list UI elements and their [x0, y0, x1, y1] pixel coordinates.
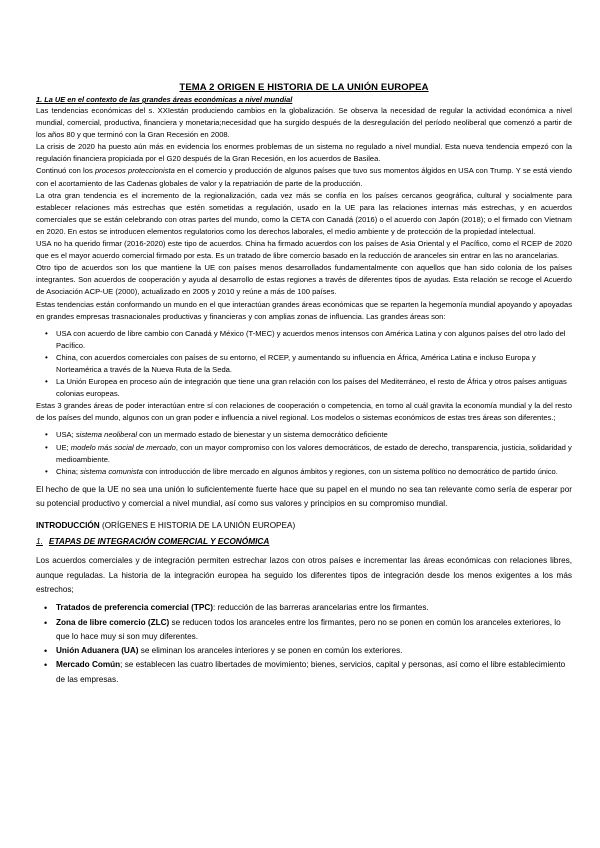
italic-term: procesos proteccionista [94, 166, 175, 176]
bullet-icon: • [45, 328, 48, 338]
bullet-icon: • [44, 603, 48, 614]
paragraph-ue-role: El hecho de que la UE no sea una unión lo suficientemente fuerte hace que su papel en el mundo no sea tan relevante como sería de esperar por su potencial productivo y comercial a nivel mundial, así como sus valores y principios en su compromiso mundial. [36, 484, 572, 509]
bullet-icon: • [44, 660, 48, 671]
list-item-text: La Unión Europea en proceso aún de integración que tiene una gran relación con los países del Mediterráneo, el resto de África y otros países antiguas colonias europeas. [56, 377, 567, 399]
bullet-icon: • [45, 430, 48, 440]
paragraph-protectionism [36, 165, 572, 189]
list-item-text: ; se establecen las cuatro libertades de movimiento; bienes, servicios, capital y personas, así como el libre establecimiento de las empresas. [56, 660, 566, 684]
stage-term: Unión Aduanera (UA) [56, 646, 139, 656]
list-item-text: : reducción de las barreras arancelarias entre los firmantes. [212, 603, 429, 613]
bullet-icon: • [44, 617, 48, 628]
stage-term: Zona de libre comercio (ZLC) [56, 617, 170, 627]
document-page [36, 82, 572, 687]
text-fragment: en el comercio y producción de algunos países que tuvo sus momentos álgidos en USA con Trump. Y se está viendo con el acortamiento de las Cadenas globales de valor y la repatriación de parte de la producción. [36, 166, 572, 188]
intro-bold: INTRODUCCIÓN [36, 521, 100, 531]
paragraph-usa-china: USA no ha querido firmar (2016-2020) este tipo de acuerdos. China ha firmado acuerdos con los países de Asia Oriental y el Pacífico, como el RCEP de 2020 que es el mayor acuerdo comercial firmado por esta. Es un tratado de libre comercio basado en la reducción de aranceles sin entrar en las no arancelarias. [36, 239, 572, 261]
list-item [36, 601, 572, 615]
bullet-icon: • [45, 466, 48, 476]
list-item-text: con un mermado estado de bienestar y un sistema democrático deficiente [137, 430, 388, 440]
list-item-text: se eliminan los aranceles interiores y se ponen en común los exteriores. [138, 646, 403, 656]
list-item [36, 466, 572, 478]
stage-term: Tratados de preferencia comercial (TPC) [56, 603, 213, 613]
list-item-text: se reducen todos los aranceles entre los firmantes, pero no se ponen en común los aranceles exteriores, lo que lo hace muy si son muy diferentes. [56, 617, 561, 641]
model-name: UE; [56, 442, 71, 452]
paragraph-crisis-2020: La crisis de 2020 ha puesto aún más en evidencia los enormes problemas de un sistema no regulado a nivel mundial. Esta nueva tendencia empezó con la regulación financiera propiciada por el G20 después de la Gran Recesión, en los acuerdos de Basilea. [36, 142, 572, 164]
paragraph-three-areas: Estas 3 grandes áreas de poder interactúan entre sí con relaciones de cooperación o competencia, en torno al cuál gravita la economía mundial y la del resto de los países del mundo, algunos con un gran poder e influencia a nivel regional. Los modelos o sistemas económicos de estas tres áreas son diferentes.; [36, 401, 572, 423]
paragraph-tendencies: Estas tendencias están conformando un mundo en el que interactúan grandes áreas económicas que se reparten la hegemonía mundial apoyando y apoyadas en grandes empresas trasnacionales productivas y financieras y con amplias zonas de influencia. Las grandes áreas son: [36, 299, 572, 321]
italic-term: sistema comunista [80, 466, 143, 476]
heading-number: 1. [36, 536, 43, 547]
list-item [36, 644, 572, 658]
areas-list [36, 328, 572, 401]
heading-text: ETAPAS DE INTEGRACIÓN COMERCIAL Y ECONÓMICA [48, 536, 270, 547]
paragraph-cooperation: Otro tipo de acuerdos son los que mantiene la UE con países menos desarrollados fundamentalmente con aquellos que han sido colonia de los países integrantes. Son acuerdos de cooperación y ayuda al desarrollo de estas regiones a través de diferentes tipos de ayudas. Esta relación se recoge el Acuerdo de Asociación ACP-UE (2000), actualizado en 2005 y 2010 y reúne a más de 100 países. [36, 263, 572, 297]
bullet-icon: • [44, 646, 48, 657]
paragraph-globalization: Las tendencias económicas del s. XXIestán produciendo cambios en la globalización. Se observa la necesidad de regular la actividad económica a nivel mundial, comercial, productiva, financiera y monetaria;necesidad que ha surgido después de la desregulación del período neoliberal que comenzó a partir de los años 80 y que terminó con la Gran Recesión en 2008. [36, 106, 572, 140]
italic-term: sistema neoliberal [75, 430, 138, 440]
list-item [36, 328, 572, 352]
model-name: China; [56, 466, 81, 476]
bullet-icon: • [45, 377, 48, 387]
paragraph-regionalization: La otra gran tendencia es el incremento de la regionalización, cada vez más se confía en los países cercanos geográfica, cultural y socialmente para establecer relaciones más estrechas que estén sometidas a regulación, usado en la UE para las relaciones internas más estrechas, y en acuerdos comerciales que se están celebrando con otras partes del mundo, como la CETA con Canadá (2016) o el acuerdo con Japón (2018); o el firmado con Vietnam en 2020. En estos se introducen elementos regulatorios como los derechos laborales, el medio ambiente y de protección de la propiedad intelectual. [36, 190, 572, 236]
list-item-text: con introducción de libre mercado en algunos ámbitos y regiones, con un sistema político no democrático de partido único. [142, 466, 558, 476]
list-item [36, 442, 572, 466]
list-item-text: USA con acuerdo de libre cambio con Canadá y México (T-MEC) y acuerdos menos intensos con América Latina y con algunos países del otro lado del Pacífico. [56, 328, 566, 350]
list-item-text: China, con acuerdos comerciales con países de su entorno, el RCEP, y aumentando su influencia en África, América Latina e incluso Europa y Norteamérica a través de la Nueva Ruta de la Seda. [56, 352, 536, 374]
italic-term: modelo más social de mercado [70, 442, 176, 452]
list-item [36, 616, 572, 645]
model-name: USA; [56, 430, 76, 440]
section-subtitle: 1. La UE en el contexto de las grandes áreas económicas a nivel mundial [36, 95, 293, 104]
list-item [36, 376, 572, 400]
list-item [36, 658, 572, 687]
intro-rest: (ORÍGENES E HISTORIA DE LA UNIÓN EUROPEA) [99, 521, 296, 531]
document-title: TEMA 2 ORIGEN E HISTORIA DE LA UNIÓN EUROPEA [179, 82, 429, 93]
list-item [36, 429, 572, 441]
introduction-heading [36, 521, 572, 530]
list-item-text: , con un mayor compromiso con los valores democráticos, de estado de derecho, transparencia, justicia, solidaridad y medioambiente. [56, 442, 572, 464]
list-item [36, 352, 572, 376]
stage-term: Mercado Común [56, 660, 121, 670]
bullet-icon: • [45, 442, 48, 452]
stages-list [36, 601, 572, 687]
text-fragment: Continuó con los [36, 166, 95, 176]
bullet-icon: • [45, 352, 48, 362]
paragraph-integration: Los acuerdos comerciales y de integración permiten estrechar lazos con otros países e incrementar las áreas económicas con relaciones libres, aunque reguladas. La historia de la integración europea ha seguido los diferentes tipos de integración desde los menos exigentes a los más estrechos; [36, 556, 572, 594]
etapas-heading [36, 536, 572, 546]
models-list [36, 429, 572, 477]
